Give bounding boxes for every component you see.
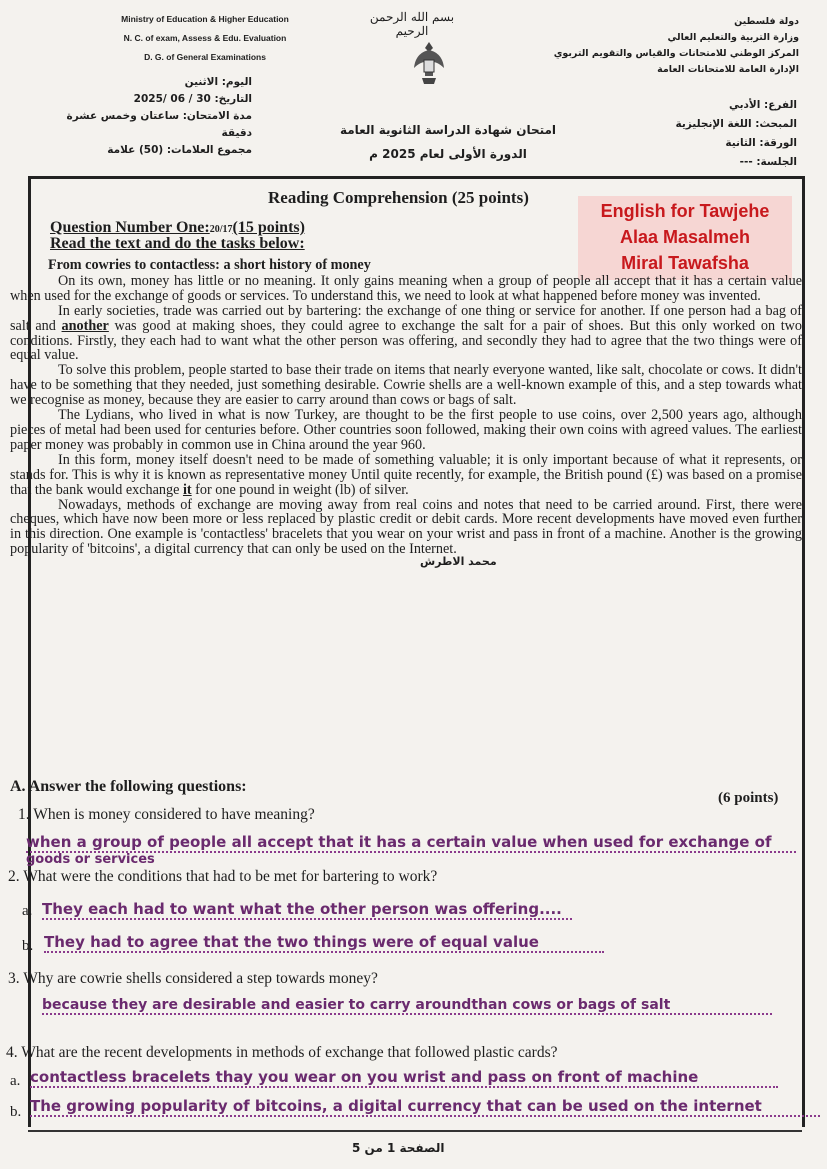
exam-title	[318, 118, 578, 166]
passage-paragraph	[10, 304, 802, 364]
question-2: 2. What were the conditions that had to be met for bartering to work?	[8, 868, 438, 885]
stamp-line: English for Tawjehe	[600, 201, 770, 221]
exam-duration: مدة الامتحان: ساعتان وخمس عشرة دقيقة	[66, 110, 252, 139]
exam-marks: مجموع العلامات: (50) علامة	[107, 144, 252, 156]
passage-paragraph	[10, 453, 802, 498]
header-line: D. G. of General Examinations	[144, 52, 266, 62]
header-line: وزارة التربية والتعليم العالي	[667, 32, 799, 43]
exam-meta-right	[597, 96, 797, 172]
question-one-marks: 20/17	[209, 224, 233, 235]
eagle-emblem-icon	[412, 38, 446, 93]
option-label: a.	[10, 1073, 21, 1089]
exam-paper: الورقة: الثانية	[725, 137, 797, 149]
ministry-header-arabic	[539, 14, 799, 78]
exam-day: اليوم: الاثنين	[184, 76, 252, 88]
stamp-line: Alaa Masalmeh	[619, 227, 751, 247]
answer-4b: The growing popularity of bitcoins, a digital currency that can be used on the internet	[30, 1097, 820, 1117]
question-4: 4. What are the recent developments in methods of exchange that followed plastic cards?	[6, 1044, 558, 1061]
answer-4a: contactless bracelets thay you wear on you wrist and pass on front of machine	[30, 1068, 778, 1088]
reading-passage	[10, 258, 802, 557]
section-title: Reading Comprehension (25 points)	[268, 188, 529, 207]
header-line: المركز الوطني للامتحانات والقياس والتقويم التربوي	[553, 48, 799, 59]
passage-paragraph: To solve this problem, people started to base their trade on items that nearly everyone wanted, like salt, chocolate or cows. It didn't have to be something that they needed, just something desirable. Cowrie shells are a well-known example of this, and a step towards what we recognise as money, because they are easier to carry around than cows or bags of salt.	[10, 362, 802, 409]
passage-text: In early societies, trade was carried out by bartering: the exchange of one thing or service for another. If one person had a bag of salt and	[10, 302, 802, 334]
option-label: b.	[10, 1104, 22, 1120]
stamp-line: Miral Tawafsha	[621, 253, 749, 273]
passage-paragraph: Nowadays, methods of exchange are moving away from real coins and notes that need to be carried around. First, there were cheques, which have now been more or less replaced by plastic credit or debit cards. More recent developments have moved even further in this direction. One example is 'contactless' bracelets that you wear on your wrist and pass in front of a machine. Another is the growing popularity of 'bitcoins', a digital currency that can only be used on the Internet.	[10, 496, 802, 558]
question-one-points: (15 points)	[232, 219, 305, 236]
exam-date: التاريخ: 30 / 06 /2025	[133, 93, 252, 105]
answer-1-line-1: when a group of people all accept that it has a certain value when used for exchange of	[26, 833, 796, 853]
footer-divider	[28, 1130, 802, 1132]
ministry-header-english	[80, 10, 330, 67]
question-3: 3. Why are cowrie shells considered a step towards money?	[8, 970, 378, 987]
question-one-heading	[50, 221, 305, 251]
exam-meta-left	[62, 74, 252, 159]
question-1: 1. When is money considered to have meaning?	[18, 806, 315, 823]
page-number: الصفحة 1 من 5	[352, 1141, 445, 1155]
passage-text: was good at making shoes, they could agree to exchange the salt for a pair of shoes. But this only worked on two conditions. Firstly, they each had to want what the other person was offering, and secondly they had to agree that the two things were of equal value.	[10, 317, 803, 364]
exam-subject: المبحث: اللغة الإنجليزية	[675, 118, 797, 130]
section-a-heading: A. Answer the following questions:	[10, 778, 247, 795]
question-one-label: Question Number One:	[50, 219, 210, 236]
exam-title-line: امتحان شهادة الدراسة الثانوية العامة	[339, 123, 557, 137]
underlined-word-another: another	[61, 317, 109, 334]
exam-sitting: الجلسة: ---	[739, 156, 797, 168]
passage-paragraph: On its own, money has little or no meaning. It only gains meaning when a group of people all accept that it has a certain value when used for the exchange of goods or services. To understand this, we need to look at what happened before money was invented.	[10, 272, 802, 304]
exam-session: الدورة الأولى لعام 2025 م	[369, 147, 527, 161]
section-a-points: (6 points)	[718, 790, 779, 806]
underlined-word-it: it	[182, 481, 192, 498]
passage-paragraph: The Lydians, who lived in what is now Turkey, are thought to be the first people to use coins, over 2,500 years ago, although pieces of metal had been used for centuries before. Other countries soon followed, making their own coins with agreed values. The earliest paper money was probably in common use in China around the year 960.	[10, 407, 802, 453]
header-line: الإدارة العامة للامتحانات العامة	[657, 64, 799, 75]
header-line: Ministry of Education & Higher Education	[121, 14, 289, 24]
option-label: b.	[22, 938, 34, 954]
answer-2a: They each had to want what the other person was offering....	[42, 900, 572, 920]
question-one-instruction: Read the text and do the tasks below:	[50, 235, 305, 252]
header-line: N. C. of exam, Assess & Edu. Evaluation	[123, 33, 287, 43]
option-label: a.	[22, 903, 33, 919]
answer-3: because they are desirable and easier to carry aroundthan cows or bags of salt	[42, 997, 772, 1015]
handwritten-name: محمد الاطرش	[420, 555, 497, 568]
answer-1-line-2: goods or services	[26, 852, 155, 867]
passage-text: for one pound in weight (lb) of silver.	[191, 481, 409, 498]
passage-title: From cowries to contactless: a short history of money	[48, 257, 371, 273]
basmala: بسم الله الرحمن الرحيم	[369, 10, 455, 38]
answer-2b: They had to agree that the two things were of equal value	[44, 933, 604, 953]
header-line: دولة فلسطين	[734, 16, 799, 27]
exam-branch: الفرع: الأدبي	[728, 99, 797, 111]
passage-text: In this form, money itself doesn't need to be made of something valuable; it is only important because of what it represents, or stands for. This is why it is known as representative money Until quite recently, for example, the British pound (£) was based on a promise that the bank would exchange	[10, 451, 802, 498]
